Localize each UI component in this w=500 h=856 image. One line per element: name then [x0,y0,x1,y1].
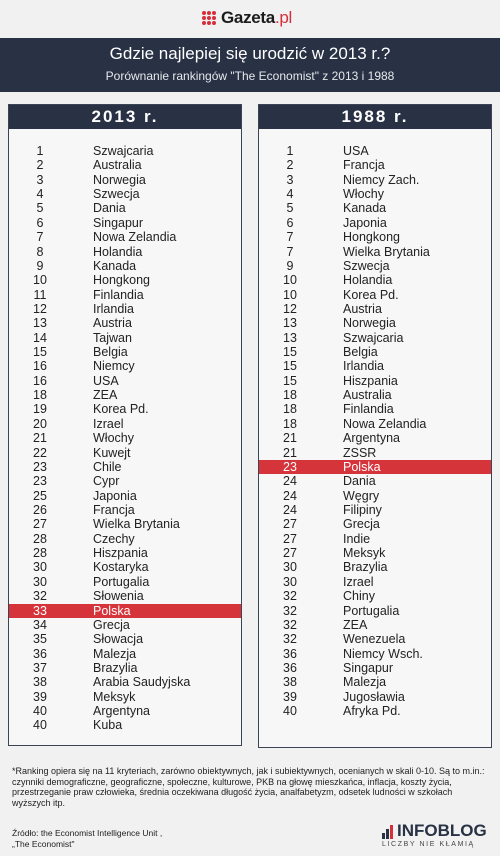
page-subtitle: Porównanie rankingów "The Economist" z 2013 i 1988 [105,69,395,83]
rank-number: 7 [36,230,44,245]
ranking-row [9,718,241,732]
ranking-row [259,402,491,416]
ranking-row [9,230,241,244]
rank-number: 34 [33,617,47,632]
highlighted-ranking-row [9,604,241,618]
ranking-row [9,201,241,215]
ranking-row [9,302,241,316]
rank-number: 38 [283,675,297,690]
ranking-row [9,517,241,531]
country-name: Arabia Saudyjska [93,675,191,690]
ranking-row [9,417,241,431]
country-name: Hongkong [343,230,400,245]
rank-number: 2 [36,158,44,173]
country-name: Korea Pd. [93,402,149,417]
ranking-row [259,431,491,445]
country-name: Finlandia [93,287,144,302]
ranking-row [259,288,491,302]
country-name: Portugalia [93,574,150,589]
country-name: Irlandia [343,359,384,374]
country-name: Węgry [343,488,380,503]
country-name: Nowa Zelandia [93,230,177,245]
highlighted-ranking-row [259,460,491,474]
source-credit [12,828,162,850]
country-name: Polska [343,459,381,474]
ranking-row [259,173,491,187]
country-name: Hiszpania [343,373,398,388]
rank-number: 7 [286,230,294,245]
country-name: Izrael [93,416,124,431]
ranking-row [259,417,491,431]
logo-dots-icon [202,11,216,25]
country-name: ZEA [343,617,368,632]
rank-number: 27 [283,517,297,532]
rank-number: 15 [283,373,297,388]
country-name: Japonia [93,488,137,503]
ranking-row [259,647,491,661]
rank-number: 28 [33,531,47,546]
country-name: ZSSR [343,445,377,460]
ranking-row [9,560,241,574]
ranking-row [259,158,491,172]
country-name: Belgia [343,345,378,360]
header-banner [0,38,500,92]
rank-number: 12 [283,301,297,316]
country-name: Niemcy [93,359,135,374]
country-name: Finlandia [343,402,394,417]
ranking-row [9,503,241,517]
rank-number: 21 [33,431,47,446]
rank-number: 12 [33,301,47,316]
ranking-row [259,704,491,718]
country-name: Norwegia [93,172,146,187]
rank-number: 38 [33,675,47,690]
country-name: Irlandia [93,301,134,316]
country-name: Australia [93,158,142,173]
country-name: Dania [93,201,126,216]
ranking-row [9,532,241,546]
country-name: Francja [93,502,135,517]
rank-number: 23 [283,459,297,474]
country-name: Hiszpania [93,546,148,561]
ranking-row [9,374,241,388]
country-name: Szwecja [343,258,390,273]
rank-number: 4 [286,187,294,202]
ranking-row [259,489,491,503]
column-heading-1988: 1988 r. [259,105,491,129]
ranking-row [259,446,491,460]
country-name: Austria [343,301,382,316]
ranking-row [9,273,241,287]
ranking-row [259,187,491,201]
ranking-row [259,517,491,531]
rank-number: 13 [283,330,297,345]
ranking-row [259,532,491,546]
ranking-row [9,661,241,675]
ranking-row [9,331,241,345]
ranking-row [9,187,241,201]
country-name: Niemcy Wsch. [343,646,423,661]
ranking-row [9,618,241,632]
source-line-2: „The Economist" [12,839,75,849]
country-name: Nowa Zelandia [343,416,427,431]
country-name: Grecja [93,617,130,632]
rank-number: 15 [33,345,47,360]
rank-number: 40 [33,718,47,733]
country-name: Portugalia [343,603,400,618]
rank-number: 2 [286,158,294,173]
country-name: Dania [343,474,376,489]
ranking-row [9,632,241,646]
country-name: Słowenia [93,589,144,604]
ranking-row [259,690,491,704]
rank-number: 13 [283,316,297,331]
rank-number: 3 [36,172,44,187]
rank-number: 32 [33,589,47,604]
country-name: Brazylia [343,560,388,575]
country-name: Wielka Brytania [93,517,180,532]
ranking-row [9,359,241,373]
rank-number: 6 [286,215,294,230]
rank-number: 32 [283,589,297,604]
ranking-row [9,474,241,488]
country-name: Afryka Pd. [343,704,401,719]
rank-number: 14 [33,330,47,345]
ranking-row [9,446,241,460]
rank-number: 4 [36,187,44,202]
ranking-row [9,388,241,402]
bar-chart-icon [382,823,394,839]
country-name: Wenezuela [343,632,406,647]
rank-number: 24 [283,474,297,489]
rank-number: 32 [283,617,297,632]
rank-number: 6 [36,215,44,230]
rank-number: 39 [283,689,297,704]
rank-number: 18 [283,402,297,417]
country-name: USA [343,144,369,158]
infoblog-tagline: LICZBY NIE KŁAMIĄ [382,841,475,848]
rank-number: 26 [33,502,47,517]
rank-number: 28 [33,546,47,561]
rank-number: 27 [283,531,297,546]
ranking-column-2013 [8,104,242,746]
ranking-row [259,388,491,402]
rank-number: 37 [33,660,47,675]
rank-number: 9 [286,258,294,273]
rank-number: 25 [33,488,47,503]
ranking-row [259,144,491,158]
ranking-row [9,316,241,330]
rank-number: 11 [33,287,47,302]
ranking-row [9,546,241,560]
country-name: Szwajcaria [93,144,154,158]
country-name: Belgia [93,345,128,360]
ranking-row [259,618,491,632]
ranking-row [259,230,491,244]
rank-number: 16 [33,359,47,374]
ranking-row [9,259,241,273]
ranking-row [259,589,491,603]
country-name: Brazylia [93,660,138,675]
country-name: Kostaryka [93,560,149,575]
logo-bar [0,0,500,38]
rank-number: 15 [283,345,297,360]
country-name: Norwegia [343,316,396,331]
ranking-row [259,245,491,259]
ranking-row [259,632,491,646]
ranking-list-2013 [9,144,241,733]
rank-number: 30 [33,560,47,575]
rank-number: 1 [286,144,294,158]
rank-number: 32 [283,632,297,647]
country-name: Meksyk [93,689,136,704]
ranking-row [259,345,491,359]
ranking-row [9,489,241,503]
ranking-row [259,259,491,273]
ranking-row [9,173,241,187]
rank-number: 5 [36,201,44,216]
rank-number: 10 [283,287,297,302]
country-name: Słowacja [93,632,144,647]
ranking-row [259,302,491,316]
country-name: Holandia [343,273,393,288]
gazeta-logo[interactable] [202,8,292,28]
ranking-row [9,575,241,589]
rank-number: 13 [33,316,47,331]
ranking-row [9,647,241,661]
ranking-column-1988 [258,104,492,748]
ranking-row [259,201,491,215]
rank-number: 39 [33,689,47,704]
ranking-row [259,661,491,675]
country-name: Singapur [93,215,144,230]
rank-number: 7 [286,244,294,259]
country-name: Argentyna [343,431,400,446]
country-name: Jugosławia [343,689,405,704]
rank-number: 10 [283,273,297,288]
ranking-row [259,374,491,388]
country-name: Szwajcaria [343,330,404,345]
ranking-row [259,560,491,574]
country-name: Szwecja [93,187,140,202]
rank-number: 33 [33,603,47,618]
rank-number: 36 [283,646,297,661]
country-name: Kanada [343,201,387,216]
country-name: Kuwejt [93,445,131,460]
country-name: Tajwan [93,330,132,345]
ranking-row [259,273,491,287]
ranking-row [9,345,241,359]
ranking-row [9,431,241,445]
rank-number: 21 [283,431,297,446]
methodology-footnote: *Ranking opiera się na 11 kryteriach, zarówno obiektywnych, jak i subiektywnych, ocenianych w skali 0-10. Są to m.in.: czynniki demograficzne, geograficzne, społeczne, kulturowe, PKB na głowę mieszkańca, inflacja, koszty życia, przestrzeganie praw człowieka, średnia oczekiwana długość życia, analfabetyzm, odsetek ludności w szkołach wyższych itp. [12,766,485,808]
column-heading-2013: 2013 r. [9,105,241,129]
ranking-row [9,675,241,689]
rank-number: 19 [33,402,47,417]
country-name: Cypr [93,474,120,489]
rank-number: 24 [283,488,297,503]
ranking-row [9,704,241,718]
rank-number: 18 [283,388,297,403]
ranking-row [259,575,491,589]
ranking-row [9,245,241,259]
rank-number: 24 [283,502,297,517]
rank-number: 1 [36,144,44,158]
rank-number: 18 [33,388,47,403]
ranking-row [259,359,491,373]
country-name: Polska [93,603,131,618]
rank-number: 8 [36,244,44,259]
rank-number: 27 [283,546,297,561]
country-name: Austria [93,316,132,331]
ranking-row [259,675,491,689]
country-name: Izrael [343,574,374,589]
rank-number: 40 [283,704,297,719]
country-name: Niemcy Zach. [343,172,420,187]
country-name: Australia [343,388,392,403]
ranking-row [9,144,241,158]
rank-number: 32 [283,603,297,618]
country-name: Włochy [343,187,384,202]
country-name: Holandia [93,244,143,259]
country-name: USA [93,373,119,388]
ranking-row [9,288,241,302]
rank-number: 5 [286,201,294,216]
ranking-row [259,503,491,517]
rank-number: 30 [283,560,297,575]
country-name: Hongkong [93,273,150,288]
rank-number: 23 [33,459,47,474]
rank-number: 21 [283,445,297,460]
country-name: Wielka Brytania [343,244,430,259]
logo-text [221,8,292,28]
rank-number: 15 [283,359,297,374]
country-name: Korea Pd. [343,287,399,302]
rank-number: 18 [283,416,297,431]
ranking-row [9,158,241,172]
infoblog-logo[interactable] [382,822,492,848]
ranking-row [9,589,241,603]
ranking-row [259,474,491,488]
ranking-row [259,331,491,345]
rank-number: 36 [283,660,297,675]
country-name: Argentyna [93,704,150,719]
country-name: Francja [343,158,385,173]
ranking-row [9,460,241,474]
ranking-list-1988 [259,144,491,718]
rank-number: 10 [33,273,47,288]
ranking-row [259,316,491,330]
ranking-row [259,604,491,618]
country-name: Chile [93,459,122,474]
rank-number: 20 [33,416,47,431]
country-name: ZEA [93,388,118,403]
country-name: Meksyk [343,546,386,561]
ranking-row [9,216,241,230]
country-name: Malezja [93,646,137,661]
ranking-row [259,216,491,230]
rank-number: 23 [33,474,47,489]
country-name: Chiny [343,589,375,604]
ranking-row [9,690,241,704]
country-name: Grecja [343,517,380,532]
ranking-row [259,546,491,560]
logo-name: Gazeta [221,8,275,27]
country-name: Singapur [343,660,394,675]
rank-number: 3 [286,172,294,187]
rank-number: 40 [33,704,47,719]
rank-number: 30 [283,574,297,589]
country-name: Czechy [93,531,135,546]
country-name: Kanada [93,258,137,273]
rank-number: 36 [33,646,47,661]
country-name: Malezja [343,675,387,690]
country-name: Włochy [93,431,134,446]
logo-suffix: .pl [274,8,293,27]
rank-number: 22 [33,445,47,460]
ranking-row [9,402,241,416]
country-name: Kuba [93,718,123,733]
country-name: Japonia [343,215,387,230]
infoblog-name: INFOBLOG [397,821,487,840]
rank-number: 27 [33,517,47,532]
infoblog-mark [382,822,492,839]
rank-number: 35 [33,632,47,647]
rank-number: 30 [33,574,47,589]
source-line-1: Źródło: the Economist Intelligence Unit , [12,828,163,838]
rank-number: 16 [33,373,47,388]
country-name: Filipiny [343,502,382,517]
rank-number: 9 [36,258,44,273]
country-name: Indie [343,531,371,546]
page-title: Gdzie najlepiej się urodzić w 2013 r.? [109,44,391,63]
